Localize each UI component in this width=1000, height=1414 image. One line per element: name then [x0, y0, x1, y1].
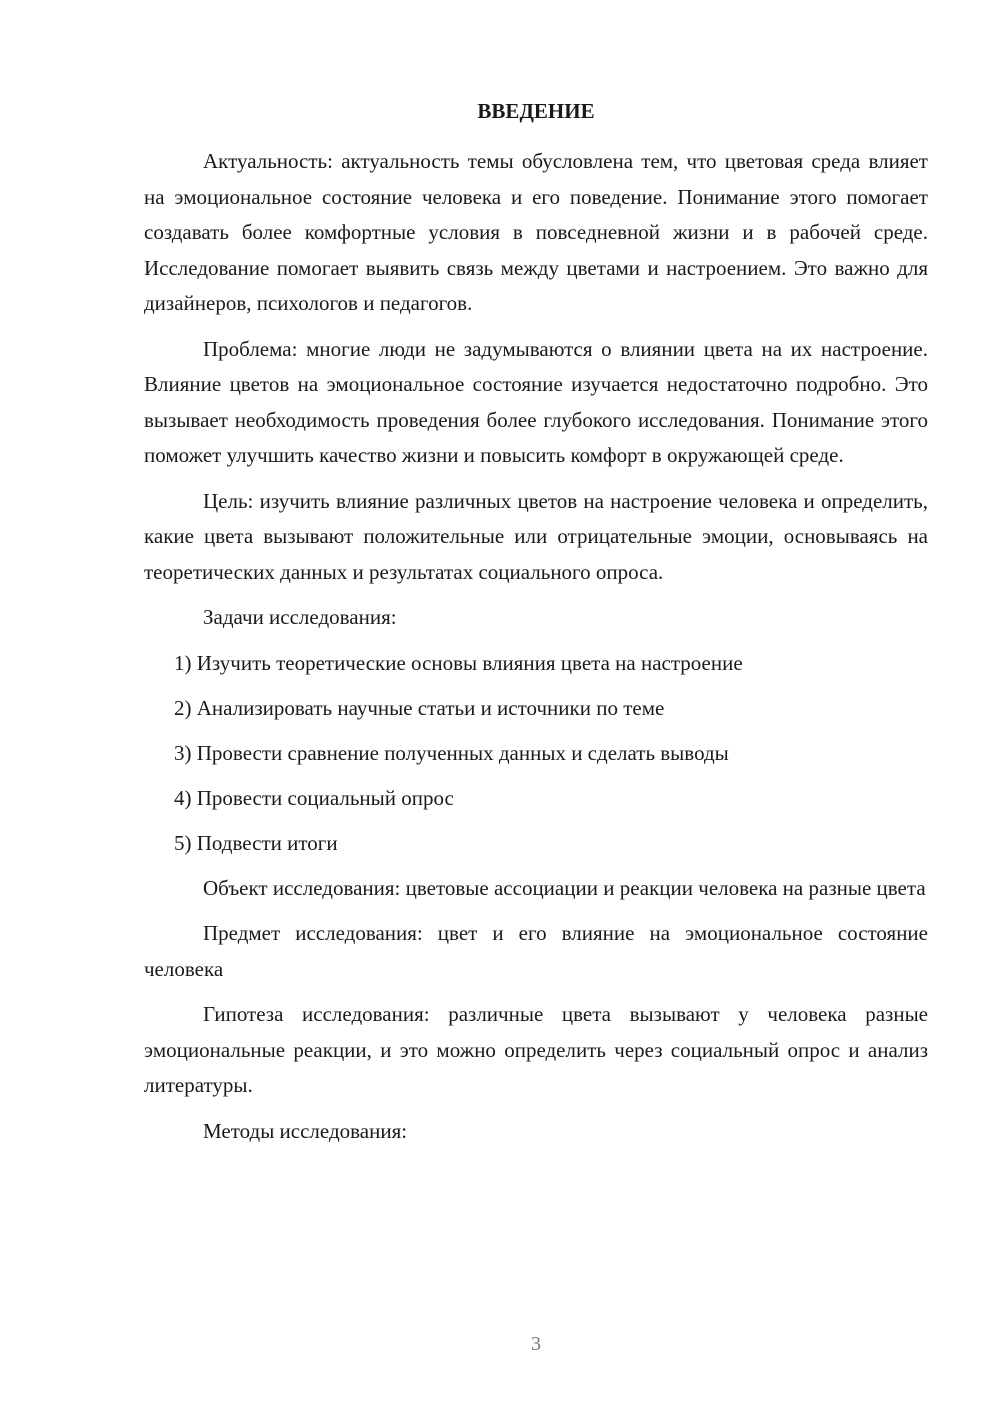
paragraph-tasks-heading: Задачи исследования: [203, 605, 397, 629]
list-item: 5) Подвести итоги [174, 830, 338, 855]
paragraph-goal: Цель: изучить влияние различных цветов на настроение человека и определить, какие цвета вызывают положительные или отрицательные эмоции, основываясь на теоретических данных и результатах социального опроса. [144, 488, 928, 584]
list-item: 3) Провести сравнение полученных данных и сделать выводы [174, 740, 729, 765]
paragraph-hypothesis: Гипотеза исследования: различные цвета вызывают у человека разные эмоциональные реакции, и это можно определить через социальный опрос и анализ литературы. [144, 1002, 928, 1097]
document-page [144, 94, 928, 1159]
paragraph-methods-heading: Методы исследования: [203, 1118, 408, 1143]
page-title: ВВЕДЕНИЕ [477, 99, 595, 123]
paragraph-object: Объект исследования: цветовые ассоциации и реакции человека на разные цвета [203, 875, 926, 900]
list-item: 1) Изучить теоретические основы влияния цвета на настроение [174, 650, 743, 675]
list-item: 4) Провести социальный опрос [174, 785, 454, 810]
tasks-list [144, 646, 928, 862]
paragraph-problem: Проблема: многие люди не задумываются о влиянии цвета на их настроение. Влияние цветов на эмоциональное состояние изучается недостаточно подробно. Это вызывает необходимость проведения более глубокого исследования. Понимание этого поможет улучшить качество жизни и повысить комфорт в окружающей среде. [144, 336, 928, 467]
paragraph-subject: Предмет исследования: цвет и его влияние на эмоциональное состояние человека [144, 921, 928, 981]
paragraph-relevance: Актуальность: актуальность темы обусловлена тем, что цветовая среда влияет на эмоциональное состояние человека и его поведение. Понимание этого помогает создавать более комфортные условия в повседневной жизни и в рабочей среде. Исследование помогает выявить связь между цветами и настроением. Это важно для дизайнеров, психологов и педагогов. [144, 149, 928, 315]
page-number: 3 [531, 1333, 541, 1355]
list-item: 2) Анализировать научные статьи и источники по теме [174, 695, 665, 720]
